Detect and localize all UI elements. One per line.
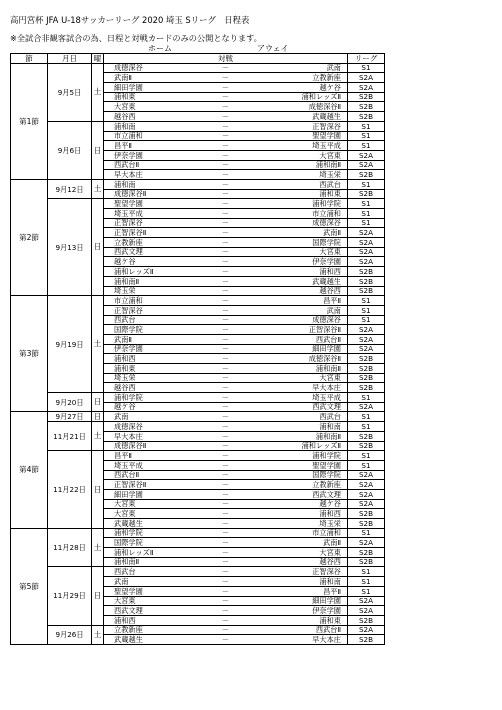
away-team: 西武文理 <box>248 489 348 499</box>
away-team: 大宮東 <box>248 247 348 257</box>
league-code: S2A <box>348 160 385 170</box>
away-team: 伊奈学園 <box>248 606 348 616</box>
day-of-week: 日 <box>92 121 104 179</box>
match-date: 9月13日 <box>48 199 92 296</box>
away-team: 浦和南 <box>248 422 348 432</box>
home-team: 浦和学院 <box>104 393 204 403</box>
header-date: 月日 <box>48 54 92 64</box>
match-date: 9月6日 <box>48 121 92 179</box>
league-code: S2A <box>348 625 385 635</box>
away-team: 正智深谷 <box>248 567 348 577</box>
league-code: S2A <box>348 73 385 83</box>
league-code: S2B <box>348 615 385 625</box>
home-team: 埼玉栄 <box>104 286 204 296</box>
match-row <box>11 625 385 635</box>
away-team: 埼玉栄 <box>248 170 348 180</box>
header-league: リーグ <box>348 54 385 64</box>
versus-dash: － <box>204 286 248 296</box>
day-of-week: 日 <box>92 199 104 296</box>
home-team: 立教新座 <box>104 238 204 248</box>
home-team: 大宮東 <box>104 499 204 509</box>
league-code: S2B <box>348 557 385 567</box>
versus-dash: － <box>204 586 248 596</box>
home-team: 浦和東 <box>104 92 204 102</box>
league-code: S2B <box>348 431 385 441</box>
versus-dash: － <box>204 577 248 587</box>
home-team: 浦和南Ⅱ <box>104 276 204 286</box>
versus-dash: － <box>204 538 248 548</box>
versus-dash: － <box>204 296 248 306</box>
league-code: S2B <box>348 548 385 558</box>
away-column-label: アウェイ <box>257 44 289 53</box>
away-team: 浦和レッズⅡ <box>248 441 348 451</box>
league-code: S1 <box>348 305 385 315</box>
league-code: S2B <box>348 170 385 180</box>
away-team: 浦和南 <box>248 577 348 587</box>
match-row <box>11 121 385 131</box>
away-team: 大宮東 <box>248 548 348 558</box>
home-team: 越谷西 <box>104 112 204 122</box>
away-team: 武南 <box>248 63 348 73</box>
versus-dash: － <box>204 92 248 102</box>
home-team: 越ケ谷 <box>104 402 204 412</box>
day-of-week: 日 <box>92 451 104 529</box>
match-date: 11月22日 <box>48 451 92 529</box>
away-team: 越谷西 <box>248 557 348 567</box>
versus-dash: － <box>204 383 248 393</box>
home-team: 正智深谷Ⅱ <box>104 480 204 490</box>
away-team: 西武台 <box>248 179 348 189</box>
versus-dash: － <box>204 325 248 335</box>
away-team: 聖望学園 <box>248 460 348 470</box>
away-team: 立教新座 <box>248 480 348 490</box>
league-code: S2B <box>348 102 385 112</box>
league-code: S1 <box>348 460 385 470</box>
league-code: S2A <box>348 257 385 267</box>
league-code: S2A <box>348 538 385 548</box>
section-label: 第2節 <box>11 179 48 295</box>
versus-dash: － <box>204 364 248 374</box>
home-team: 浦和南 <box>104 121 204 131</box>
home-team: 浦和レッズⅡ <box>104 267 204 277</box>
away-team: 武南Ⅱ <box>248 228 348 238</box>
league-code: S1 <box>348 577 385 587</box>
home-team: 武南Ⅱ <box>104 334 204 344</box>
versus-dash: － <box>204 548 248 558</box>
versus-dash: － <box>204 131 248 141</box>
home-team: 聖望学園 <box>104 586 204 596</box>
home-team: 成徳深谷Ⅱ <box>104 441 204 451</box>
match-date: 9月27日 <box>48 412 92 422</box>
day-of-week: 土 <box>92 625 104 644</box>
away-team: 埼玉栄 <box>248 519 348 529</box>
league-code: S2B <box>348 519 385 529</box>
home-team: 埼玉平成 <box>104 209 204 219</box>
league-code: S1 <box>348 586 385 596</box>
league-code: S1 <box>348 412 385 422</box>
home-team: 越谷西 <box>104 383 204 393</box>
away-team: 細田学園 <box>248 596 348 606</box>
match-row <box>11 199 385 209</box>
away-team: 成徳深谷 <box>248 218 348 228</box>
league-code: S2A <box>348 150 385 160</box>
home-team: 浦和西 <box>104 354 204 364</box>
away-team: 西武文理 <box>248 402 348 412</box>
league-code: S1 <box>348 121 385 131</box>
section-label: 第5節 <box>11 528 48 644</box>
versus-dash: － <box>204 83 248 93</box>
schedule-table <box>10 53 385 645</box>
home-team: 越ケ谷 <box>104 257 204 267</box>
versus-dash: － <box>204 606 248 616</box>
league-code: S2B <box>348 286 385 296</box>
versus-dash: － <box>204 470 248 480</box>
league-code: S1 <box>348 296 385 306</box>
league-code: S2A <box>348 606 385 616</box>
away-team: 成徳深谷Ⅱ <box>248 354 348 364</box>
away-team: 浦和南Ⅱ <box>248 160 348 170</box>
versus-dash: － <box>204 199 248 209</box>
home-team: 正智深谷 <box>104 305 204 315</box>
away-team: 正智深谷 <box>248 121 348 131</box>
versus-dash: － <box>204 247 248 257</box>
home-team: 国際学院 <box>104 538 204 548</box>
versus-dash: － <box>204 150 248 160</box>
versus-dash: － <box>204 431 248 441</box>
home-team: 昌平Ⅱ <box>104 451 204 461</box>
home-team: 伊奈学園 <box>104 344 204 354</box>
league-code: S1 <box>348 179 385 189</box>
home-team: 西武台 <box>104 315 204 325</box>
away-team: 国際学院 <box>248 470 348 480</box>
away-team: 浦和南Ⅱ <box>248 364 348 374</box>
day-of-week: 土 <box>92 528 104 567</box>
league-code: S2A <box>348 470 385 480</box>
league-code: S1 <box>348 567 385 577</box>
versus-dash: － <box>204 238 248 248</box>
away-team: 浦和レッズⅡ <box>248 92 348 102</box>
away-team: 武蔵越生 <box>248 112 348 122</box>
day-of-week: 土 <box>92 179 104 198</box>
versus-dash: － <box>204 228 248 238</box>
day-of-week: 日 <box>92 393 104 412</box>
home-team: 細田学園 <box>104 489 204 499</box>
league-code: S2A <box>348 489 385 499</box>
away-team: 立教新座 <box>248 73 348 83</box>
versus-dash: － <box>204 354 248 364</box>
home-team: 武南Ⅱ <box>104 73 204 83</box>
section-label: 第4節 <box>11 412 48 528</box>
versus-dash: － <box>204 160 248 170</box>
versus-dash: － <box>204 373 248 383</box>
away-team: 正智深谷Ⅱ <box>248 325 348 335</box>
away-team: 市立浦和 <box>248 209 348 219</box>
league-code: S2B <box>348 354 385 364</box>
league-code: S2A <box>348 247 385 257</box>
away-team: 埼玉平成 <box>248 393 348 403</box>
versus-dash: － <box>204 422 248 432</box>
league-code: S2B <box>348 92 385 102</box>
home-team: 埼玉平成 <box>104 460 204 470</box>
home-team: 西武文理 <box>104 247 204 257</box>
notice-text: ※全試合非観客試合の為、日程と対戦カードのみの公開となります。 <box>10 33 262 43</box>
league-code: S2B <box>348 441 385 451</box>
away-team: 西武台Ⅱ <box>248 625 348 635</box>
league-code: S1 <box>348 63 385 73</box>
away-team: 細田学園 <box>248 344 348 354</box>
away-team: 埼玉平成 <box>248 141 348 151</box>
section-label: 第3節 <box>11 296 48 412</box>
home-team: 大宮東 <box>104 509 204 519</box>
away-team: 大宮東 <box>248 150 348 160</box>
header-row <box>11 54 385 64</box>
league-code: S2A <box>348 499 385 509</box>
versus-dash: － <box>204 402 248 412</box>
away-team: 越ケ谷 <box>248 499 348 509</box>
away-team: 浦和学院 <box>248 451 348 461</box>
versus-dash: － <box>204 102 248 112</box>
league-code: S2B <box>348 189 385 199</box>
document-title: 高円宮杯 JFA U-18サッカーリーグ 2020 埼玉 Sリーグ 日程表 <box>10 15 250 25</box>
league-code: S1 <box>348 528 385 538</box>
home-team: 正智深谷 <box>104 218 204 228</box>
league-code: S2B <box>348 635 385 645</box>
away-team: 武南 <box>248 305 348 315</box>
versus-dash: － <box>204 460 248 470</box>
league-code: S2A <box>348 83 385 93</box>
league-code: S1 <box>348 209 385 219</box>
versus-dash: － <box>204 218 248 228</box>
away-team: 西武台Ⅱ <box>248 334 348 344</box>
home-team: 西武文理 <box>104 606 204 616</box>
match-row <box>11 567 385 577</box>
versus-dash: － <box>204 625 248 635</box>
versus-dash: － <box>204 73 248 83</box>
home-team: 聖望学園 <box>104 199 204 209</box>
away-team: 越ケ谷 <box>248 83 348 93</box>
versus-dash: － <box>204 489 248 499</box>
league-code: S2B <box>348 267 385 277</box>
match-row <box>11 451 385 461</box>
league-code: S2B <box>348 373 385 383</box>
header-day-of-week: 曜 <box>92 54 104 64</box>
away-team: 浦和東 <box>248 615 348 625</box>
match-row <box>11 296 385 306</box>
home-team: 市立浦和 <box>104 296 204 306</box>
league-code: S1 <box>348 451 385 461</box>
away-team: 市立浦和 <box>248 528 348 538</box>
league-code: S2B <box>348 383 385 393</box>
league-code: S2A <box>348 238 385 248</box>
match-date: 9月19日 <box>48 296 92 393</box>
versus-dash: － <box>204 63 248 73</box>
away-team: 浦和西 <box>248 267 348 277</box>
away-team: 西武台 <box>248 412 348 422</box>
versus-dash: － <box>204 170 248 180</box>
versus-dash: － <box>204 480 248 490</box>
away-team: 国際学院 <box>248 238 348 248</box>
home-team: 立教新座 <box>104 625 204 635</box>
away-team: 大宮東 <box>248 373 348 383</box>
versus-dash: － <box>204 528 248 538</box>
match-row <box>11 393 385 403</box>
league-code: S1 <box>348 315 385 325</box>
away-team: 成徳深谷Ⅱ <box>248 102 348 112</box>
league-code: S1 <box>348 422 385 432</box>
home-team: 早大本庄 <box>104 170 204 180</box>
home-team: 浦和東 <box>104 364 204 374</box>
match-row <box>11 422 385 432</box>
versus-dash: － <box>204 557 248 567</box>
versus-dash: － <box>204 141 248 151</box>
league-code: S1 <box>348 199 385 209</box>
home-team: 浦和南 <box>104 179 204 189</box>
versus-dash: － <box>204 112 248 122</box>
versus-dash: － <box>204 334 248 344</box>
away-team: 浦和学院 <box>248 199 348 209</box>
match-row <box>11 179 385 189</box>
versus-dash: － <box>204 276 248 286</box>
away-team: 成徳深谷 <box>248 315 348 325</box>
away-team: 伊奈学園 <box>248 257 348 267</box>
versus-dash: － <box>204 315 248 325</box>
home-team: 成徳深谷 <box>104 63 204 73</box>
home-team: 大宮東 <box>104 596 204 606</box>
home-column-label: ホーム <box>148 44 172 53</box>
league-code: S2A <box>348 402 385 412</box>
versus-dash: － <box>204 635 248 645</box>
match-date: 9月26日 <box>48 625 92 644</box>
league-code: S2A <box>348 228 385 238</box>
versus-dash: － <box>204 509 248 519</box>
versus-dash: － <box>204 499 248 509</box>
home-team: 昌平Ⅱ <box>104 141 204 151</box>
versus-dash: － <box>204 441 248 451</box>
away-team: 浦和東 <box>248 189 348 199</box>
day-of-week: 土 <box>92 422 104 451</box>
header-section: 節 <box>11 54 48 64</box>
versus-dash: － <box>204 344 248 354</box>
league-code: S1 <box>348 393 385 403</box>
versus-dash: － <box>204 209 248 219</box>
match-date: 9月5日 <box>48 63 92 121</box>
home-team: 武蔵越生 <box>104 519 204 529</box>
home-team: 成徳深谷 <box>104 422 204 432</box>
versus-dash: － <box>204 257 248 267</box>
away-team: 早大本庄 <box>248 383 348 393</box>
home-team: 武蔵越生 <box>104 635 204 645</box>
league-code: S2A <box>348 344 385 354</box>
home-team: 西武台Ⅱ <box>104 160 204 170</box>
versus-dash: － <box>204 305 248 315</box>
versus-dash: － <box>204 567 248 577</box>
section-label: 第1節 <box>11 63 48 179</box>
away-team: 浦和南Ⅱ <box>248 431 348 441</box>
day-of-week: 日 <box>92 567 104 625</box>
versus-dash: － <box>204 121 248 131</box>
versus-dash: － <box>204 412 248 422</box>
league-code: S2B <box>348 276 385 286</box>
league-code: S1 <box>348 218 385 228</box>
day-of-week: 土 <box>92 63 104 121</box>
league-code: S2B <box>348 112 385 122</box>
day-of-week: 土 <box>92 296 104 393</box>
home-team: 西武台Ⅱ <box>104 470 204 480</box>
home-team: 埼玉栄 <box>104 373 204 383</box>
versus-dash: － <box>204 267 248 277</box>
home-team: 細田学園 <box>104 83 204 93</box>
away-team: 聖望学園 <box>248 131 348 141</box>
schedule-body <box>11 63 385 644</box>
home-team: 伊奈学園 <box>104 150 204 160</box>
match-date: 11月21日 <box>48 422 92 451</box>
match-row <box>11 412 385 422</box>
league-code: S1 <box>348 131 385 141</box>
versus-dash: － <box>204 189 248 199</box>
away-team: 早大本庄 <box>248 635 348 645</box>
home-team: 浦和西 <box>104 615 204 625</box>
day-of-week: 日 <box>92 412 104 422</box>
away-team: 武蔵越生 <box>248 276 348 286</box>
league-code: S1 <box>348 141 385 151</box>
home-team: 大宮東 <box>104 102 204 112</box>
league-code: S2A <box>348 325 385 335</box>
header-match: 対戦 <box>104 54 348 64</box>
home-team: 正智深谷Ⅱ <box>104 228 204 238</box>
match-date: 9月20日 <box>48 393 92 412</box>
home-team: 成徳深谷Ⅱ <box>104 189 204 199</box>
match-row <box>11 63 385 73</box>
match-row <box>11 528 385 538</box>
match-date: 11月28日 <box>48 528 92 567</box>
home-team: 武南 <box>104 412 204 422</box>
versus-dash: － <box>204 615 248 625</box>
versus-dash: － <box>204 451 248 461</box>
home-team: 武南 <box>104 577 204 587</box>
away-team: 昌平Ⅱ <box>248 296 348 306</box>
league-code: S2A <box>348 480 385 490</box>
away-team: 浦和西 <box>248 509 348 519</box>
league-code: S2B <box>348 364 385 374</box>
versus-dash: － <box>204 179 248 189</box>
match-date: 11月29日 <box>48 567 92 625</box>
home-team: 浦和レッズⅡ <box>104 548 204 558</box>
versus-dash: － <box>204 393 248 403</box>
match-date: 9月12日 <box>48 179 92 198</box>
home-team: 西武台 <box>104 567 204 577</box>
home-team: 早大本庄 <box>104 431 204 441</box>
league-code: S2B <box>348 509 385 519</box>
league-code: S2A <box>348 596 385 606</box>
league-code: S2A <box>348 334 385 344</box>
away-team: 昌平Ⅱ <box>248 586 348 596</box>
versus-dash: － <box>204 596 248 606</box>
away-team: 越谷西 <box>248 286 348 296</box>
home-team: 浦和学院 <box>104 528 204 538</box>
home-team: 浦和南Ⅱ <box>104 557 204 567</box>
home-team: 国際学院 <box>104 325 204 335</box>
away-team: 武南Ⅱ <box>248 538 348 548</box>
home-team: 市立浦和 <box>104 131 204 141</box>
versus-dash: － <box>204 519 248 529</box>
